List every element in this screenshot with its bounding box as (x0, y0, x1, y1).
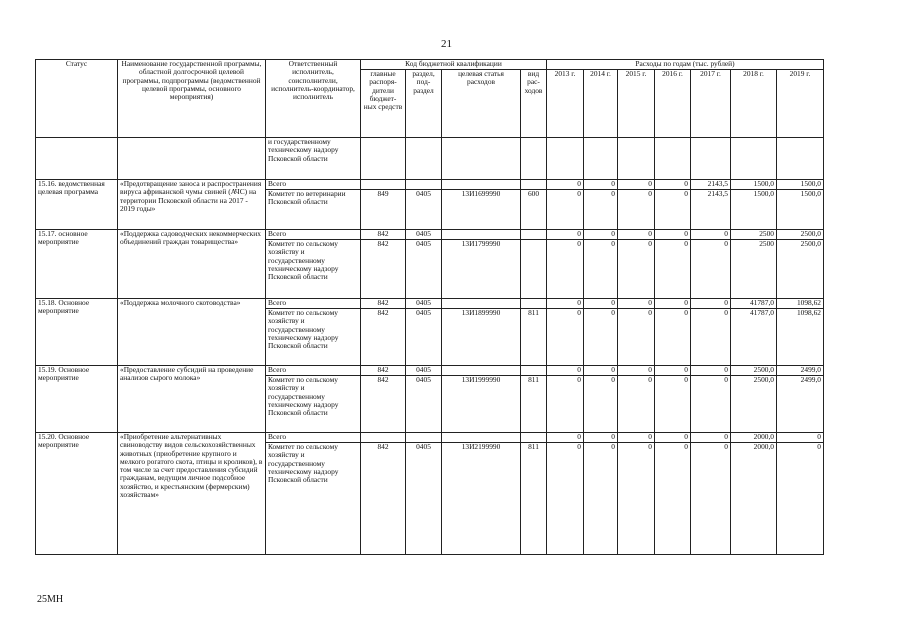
row-year-value: 2499,0 (777, 366, 824, 376)
row-kbk: 13И1899990 (442, 309, 521, 366)
header-year: 2018 г. (731, 70, 777, 138)
table-row (36, 180, 824, 190)
row-kbk: 811 (521, 443, 547, 555)
row-year-value: 2500,0 (777, 230, 824, 240)
row-year-value: 0 (584, 299, 618, 309)
row-year-value: 0 (584, 240, 618, 299)
row-year-value: 0 (691, 230, 731, 240)
header-executor: Ответственный исполнитель, соисполнители, исполнитель-координатор, исполнитель (266, 60, 361, 138)
row-year-value: 0 (655, 309, 691, 366)
row-year-value: 0 (655, 366, 691, 376)
row-kbk: 13И1799990 (442, 240, 521, 299)
row-kbk: 842 (361, 299, 406, 309)
row-kbk: 0405 (406, 240, 442, 299)
row-kbk: 0405 (406, 309, 442, 366)
row-kbk: 600 (521, 190, 547, 230)
row-year-value: 0 (655, 230, 691, 240)
row-kbk (521, 240, 547, 299)
row-kbk: 842 (361, 240, 406, 299)
header-kbk-type: вид рас- ходов (521, 70, 547, 138)
table-row (36, 299, 824, 309)
row-kbk: 0405 (406, 366, 442, 376)
row-year-value: 0 (584, 309, 618, 366)
row-year-value: 0 (691, 376, 731, 433)
row-year-value: 1500,0 (731, 190, 777, 230)
row-year-value: 2500,0 (731, 376, 777, 433)
item-name: «Поддержка садоводческих некоммерческих объединений граждан товарищества» (118, 230, 266, 299)
row-executor: Комитет по сельскому хозяйству и государственному техническому надзору Псковской области (266, 443, 361, 555)
continuation-row (36, 138, 824, 180)
row-year-value: 1098,62 (777, 309, 824, 366)
row-year-value: 0 (584, 433, 618, 443)
row-year-value: 2500 (731, 230, 777, 240)
row-year-value: 0 (691, 443, 731, 555)
row-kbk: 0405 (406, 299, 442, 309)
row-kbk: 811 (521, 376, 547, 433)
row-year-value: 0 (618, 240, 655, 299)
row-year-value: 0 (584, 190, 618, 230)
row-year-value: 0 (691, 433, 731, 443)
row-year-value: 0 (584, 376, 618, 433)
row-kbk: 842 (361, 230, 406, 240)
row-kbk (442, 180, 521, 190)
row-year-value: 0 (777, 443, 824, 555)
row-executor: Комитет по ветеринарии Псковской области (266, 190, 361, 230)
row-year-value: 0 (584, 230, 618, 240)
row-year-value: 0 (618, 366, 655, 376)
row-year-value: 2143,5 (691, 180, 731, 190)
row-year-value: 0 (547, 230, 584, 240)
page-number: 21 (441, 38, 452, 50)
table-row (36, 230, 824, 240)
row-year-value: 0 (547, 443, 584, 555)
row-year-value: 2500,0 (777, 240, 824, 299)
row-executor: Всего (266, 299, 361, 309)
header-year: 2017 г. (691, 70, 731, 138)
row-year-value: 0 (655, 190, 691, 230)
row-year-value: 0 (691, 309, 731, 366)
row-kbk: 13И1999990 (442, 376, 521, 433)
item-status: 15.20. Основное мероприятие (36, 433, 118, 555)
row-kbk: 0405 (406, 190, 442, 230)
row-kbk (521, 299, 547, 309)
row-year-value: 0 (584, 180, 618, 190)
row-kbk (406, 433, 442, 443)
row-year-value: 0 (655, 180, 691, 190)
row-year-value: 0 (547, 433, 584, 443)
row-kbk (442, 299, 521, 309)
item-status: 15.17. основное мероприятие (36, 230, 118, 299)
row-year-value: 2499,0 (777, 376, 824, 433)
row-year-value: 0 (547, 180, 584, 190)
item-status: 15.19. Основное мероприятие (36, 366, 118, 433)
row-year-value: 0 (547, 190, 584, 230)
row-year-value: 2500,0 (731, 366, 777, 376)
row-year-value: 0 (655, 240, 691, 299)
row-year-value: 0 (618, 443, 655, 555)
item-name: «Предоставление субсидий на проведение анализов сырого молока» (118, 366, 266, 433)
item-status: 15.18. Основное мероприятие (36, 299, 118, 366)
row-executor: Комитет по сельскому хозяйству и государственному техническому надзору Псковской области (266, 376, 361, 433)
row-kbk: 13И1699990 (442, 190, 521, 230)
row-kbk: 842 (361, 443, 406, 555)
item-name: «Предотвращение заноса и распространения вируса африканской чумы свиней (АЧС) на территории Псковской области на 2017 - 2019 годы» (118, 180, 266, 230)
row-year-value: 0 (655, 443, 691, 555)
row-year-value: 0 (655, 433, 691, 443)
row-kbk (442, 230, 521, 240)
row-executor: Всего (266, 366, 361, 376)
footer-code: 25МН (37, 594, 64, 605)
row-kbk: 842 (361, 376, 406, 433)
header-year: 2015 г. (618, 70, 655, 138)
row-year-value: 0 (618, 190, 655, 230)
row-year-value: 1500,0 (731, 180, 777, 190)
row-year-value: 0 (547, 309, 584, 366)
table-row (36, 366, 824, 376)
row-year-value: 2000,0 (731, 443, 777, 555)
table-row (36, 433, 824, 443)
row-kbk (521, 433, 547, 443)
row-kbk: 0405 (406, 443, 442, 555)
row-kbk (442, 366, 521, 376)
item-status: 15.16. ведомственная целевая программа (36, 180, 118, 230)
row-year-value: 41787,0 (731, 309, 777, 366)
row-executor: Всего (266, 180, 361, 190)
header-kbk-section: раздел, под- раздел (406, 70, 442, 138)
row-year-value: 0 (618, 433, 655, 443)
row-year-value: 1098,62 (777, 299, 824, 309)
row-kbk: 0405 (406, 376, 442, 433)
row-kbk (406, 180, 442, 190)
row-year-value: 41787,0 (731, 299, 777, 309)
row-kbk (442, 433, 521, 443)
header-kbk-group: Код бюджетной квалификации (361, 60, 547, 70)
row-kbk (361, 433, 406, 443)
row-kbk (521, 230, 547, 240)
row-kbk: 13И2199990 (442, 443, 521, 555)
row-kbk: 842 (361, 309, 406, 366)
continuation-executor: и государственному техническому надзору Псковской области (266, 138, 361, 180)
header-kbk-article: целевая статья расходов (442, 70, 521, 138)
item-name: «Поддержка молочного скотоводства» (118, 299, 266, 366)
budget-table (35, 59, 824, 555)
row-year-value: 1500,0 (777, 190, 824, 230)
row-kbk (521, 366, 547, 376)
row-year-value: 0 (618, 309, 655, 366)
item-name: «Приобретение альтернативных свиноводству видов сельскохозяйственных животных (приобретение крупного и мелкого рогатого скота, птицы и кроликов), в том числе за счет предоставления субсидий гражданам, ведущим личное подсобное хозяйство, и крестьянским (фермерским) хозяйствам» (118, 433, 266, 555)
header-year: 2016 г. (655, 70, 691, 138)
row-executor: Комитет по сельскому хозяйству и государственному техническому надзору Псковской области (266, 309, 361, 366)
row-year-value: 0 (547, 366, 584, 376)
row-year-value: 0 (584, 366, 618, 376)
row-year-value: 0 (655, 299, 691, 309)
header-kbk-grbs: главные распоря- дители бюджет- ных средств (361, 70, 406, 138)
header-year: 2019 г. (777, 70, 824, 138)
row-kbk (361, 180, 406, 190)
row-kbk: 811 (521, 309, 547, 366)
row-year-value: 0 (691, 240, 731, 299)
row-year-value: 1500,0 (777, 180, 824, 190)
row-year-value: 0 (547, 240, 584, 299)
row-year-value: 0 (584, 443, 618, 555)
row-year-value: 0 (618, 299, 655, 309)
row-kbk: 0405 (406, 230, 442, 240)
row-year-value: 0 (691, 366, 731, 376)
header-name: Наименование государственной программы, областной долгосрочной целевой программы, подпрограммы (ведомственной целевой программы, основного мероприятия) (118, 60, 266, 138)
header-year: 2013 г. (547, 70, 584, 138)
row-kbk: 842 (361, 366, 406, 376)
row-year-value: 0 (547, 299, 584, 309)
header-year: 2014 г. (584, 70, 618, 138)
row-year-value: 2000,0 (731, 433, 777, 443)
row-year-value: 2500 (731, 240, 777, 299)
header-expenses-group: Расходы по годам (тыс. рублей) (547, 60, 824, 70)
row-year-value: 0 (655, 376, 691, 433)
row-year-value: 2143,5 (691, 190, 731, 230)
row-executor: Всего (266, 433, 361, 443)
row-kbk (521, 180, 547, 190)
row-year-value: 0 (618, 376, 655, 433)
header-status: Статус (36, 60, 118, 138)
row-year-value: 0 (618, 230, 655, 240)
row-year-value: 0 (547, 376, 584, 433)
row-year-value: 0 (777, 433, 824, 443)
row-kbk: 849 (361, 190, 406, 230)
row-year-value: 0 (691, 299, 731, 309)
row-year-value: 0 (618, 180, 655, 190)
row-executor: Комитет по сельскому хозяйству и государственному техническому надзору Псковской области (266, 240, 361, 299)
row-executor: Всего (266, 230, 361, 240)
